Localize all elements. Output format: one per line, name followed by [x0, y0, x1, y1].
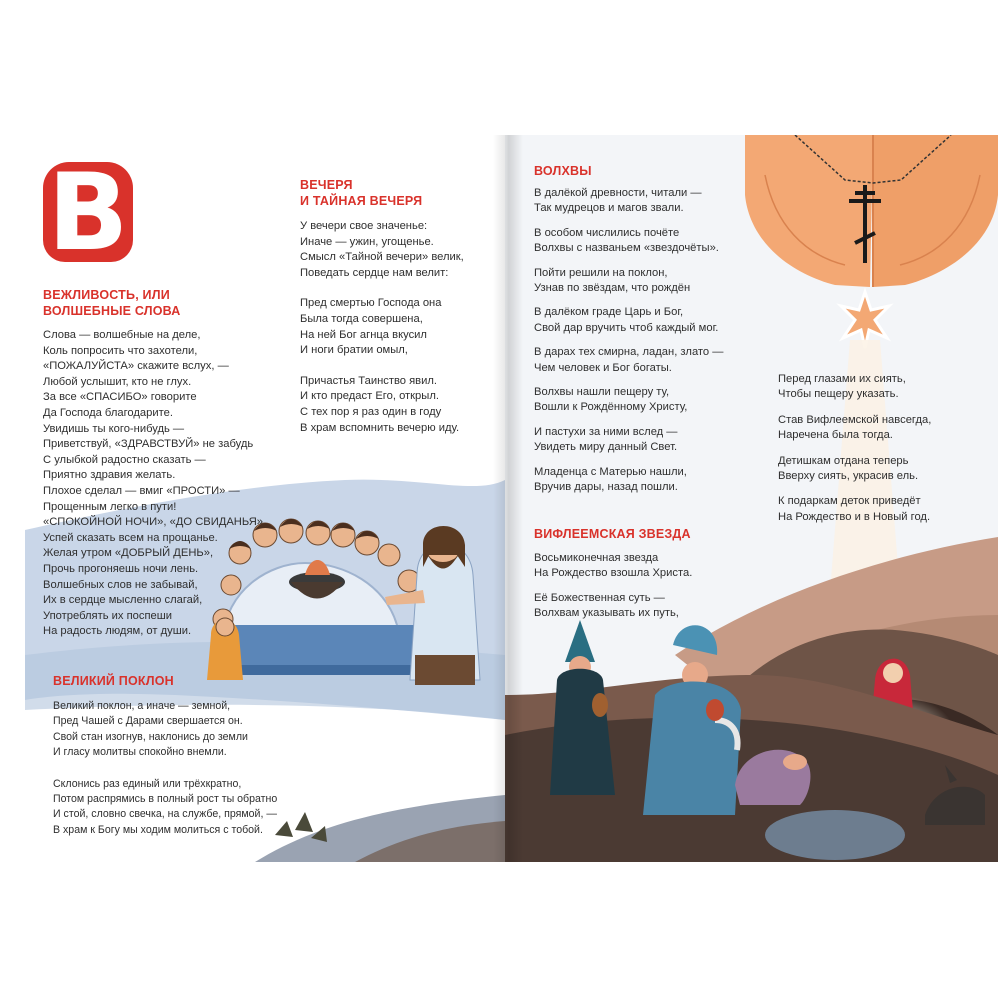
- verse-line: Слова — волшебные на деле,: [43, 329, 201, 341]
- verse-line: Вверху сиять, украсив ель.: [778, 470, 919, 483]
- magi-title: ВОЛХВЫ: [534, 164, 592, 178]
- verse-line: Причастья Таинство явил.: [300, 374, 438, 387]
- verse-line: Восьмиконечная звезда: [534, 552, 659, 564]
- book-gutter: [493, 135, 523, 862]
- verse-line: Узнав по звёздам, что рождён: [534, 282, 691, 295]
- verse-line: Волхвы нашли пещеру ту,: [534, 386, 670, 399]
- verse-line: «ПОЖАЛУЙСТА» скажите вслух, —: [43, 360, 229, 373]
- stanza: [534, 226, 723, 257]
- stanza: [534, 385, 723, 416]
- stanza: [534, 266, 723, 297]
- verse-line: И стой, словно свечка, на службе, прямой, —: [53, 808, 277, 821]
- verse-line: Смысл «Тайной вечери» велик,: [300, 251, 464, 264]
- politeness-poem: [43, 328, 263, 648]
- verse-line: Волхвы с названьем «звездочёты».: [534, 242, 719, 255]
- verse-line: Прощенным легко в пути!: [43, 500, 177, 513]
- verse-line: На Рождество и в Новый год.: [778, 510, 931, 523]
- verse-line: В далёком граде Царь и Бог,: [534, 306, 684, 319]
- verse-line: И пастухи за ними вслед —: [534, 425, 678, 438]
- stanza: [534, 345, 723, 376]
- verse-line: Волшебных слов не забывай,: [43, 578, 198, 591]
- verse-line: Желая утром «ДОБРЫЙ ДЕНЬ»,: [43, 547, 214, 560]
- star-poem: [534, 551, 692, 630]
- verse-line: Её Божественная суть —: [534, 591, 665, 604]
- verse-line: Пред смертью Господа она: [300, 297, 442, 310]
- verse-line: Да Господа благодарите.: [43, 406, 173, 419]
- star-poem-continuation: [778, 372, 931, 533]
- verse-line: Волхвам указывать их путь,: [534, 607, 679, 620]
- verse-line: Увидишь ты кого-нибудь —: [43, 422, 185, 435]
- verse-line: «СПОКОЙНОЙ НОЧИ», «ДО СВИДАНЬЯ»: [43, 516, 264, 529]
- verse-line: Коль попросить что захотели,: [43, 344, 198, 357]
- stanza: [534, 551, 692, 582]
- supper-title-line-1: ВЕЧЕРЯ: [300, 178, 353, 192]
- stanza: [300, 374, 464, 436]
- verse-line: С улыбкой радостно сказать —: [43, 453, 206, 466]
- bow-poem: [53, 699, 277, 846]
- verse-line: В особом числились почёте: [534, 226, 680, 239]
- verse-line: Чем человек и Бог богаты.: [534, 361, 672, 374]
- verse-line: Приятно здравия желать.: [43, 469, 176, 482]
- supper-poem: [300, 219, 464, 444]
- stanza: [53, 699, 277, 761]
- verse-line: За все «СПАСИБО» говорите: [43, 391, 197, 404]
- verse-line: Так мудрецов и магов звали.: [534, 202, 684, 215]
- stanza: [778, 372, 931, 403]
- verse-line: С тех пор я раз один в году: [300, 405, 442, 418]
- verse-line: На Рождество взошла Христа.: [534, 567, 693, 580]
- stanza: [534, 425, 723, 456]
- verse-line: На радость людям, от души.: [43, 625, 192, 638]
- star-title: ВИФЛЕЕМСКАЯ ЗВЕЗДА: [534, 527, 691, 541]
- verse-line: Потом распрямись в полный рост ты обратно: [53, 793, 278, 806]
- stanza: [300, 219, 464, 281]
- verse-line: Поведать сердце нам велит:: [300, 266, 449, 279]
- verse-line: Детишкам отдана теперь: [778, 454, 909, 467]
- verse-line: В храм вспомнить вечерю иду.: [300, 421, 460, 434]
- book-spread: [25, 135, 998, 862]
- verse-line: Наречена была тогда.: [778, 429, 893, 442]
- politeness-title-line-2: ВОЛШЕБНЫЕ СЛОВА: [43, 304, 181, 318]
- verse-line: Став Вифлеемской навсегда,: [778, 413, 932, 426]
- stanza: [534, 465, 723, 496]
- stanza: [534, 305, 723, 336]
- verse-line: Перед глазами их сиять,: [778, 373, 906, 385]
- verse-line: Приветствуй, «ЗДРАВСТВУЙ» не забудь: [43, 438, 254, 451]
- verse-line: И кто предаст Его, открыл.: [300, 390, 439, 403]
- verse-line: У вечери свое значенье:: [300, 220, 428, 232]
- supper-title: [300, 177, 422, 209]
- stanza: [534, 591, 692, 622]
- stanza: [53, 777, 277, 839]
- magi-poem: [534, 186, 723, 504]
- drop-letter: [43, 151, 133, 274]
- verse-line: Успей сказать всем на прощанье.: [43, 531, 218, 544]
- verse-line: В далёкой древности, читали —: [534, 187, 702, 199]
- verse-line: Плохое сделал — вмиг «ПРОСТИ» —: [43, 484, 240, 497]
- verse-line: На ней Бог агнца вкусил: [300, 328, 427, 341]
- verse-line: Великий поклон, а иначе — земной,: [53, 700, 231, 712]
- verse-line: Увидеть миру данный Свет.: [534, 441, 678, 454]
- verse-line: Прочь прогоняешь ночи лень.: [43, 562, 199, 575]
- bow-title: ВЕЛИКИЙ ПОКЛОН: [53, 674, 174, 688]
- verse-line: Свой стан изогнув, наклонись до земли: [53, 730, 248, 743]
- verse-line: И гласу молитвы спокойно внемли.: [53, 746, 227, 759]
- stanza: [778, 454, 931, 485]
- stanza: [778, 413, 931, 444]
- verse-line: Вручив дары, назад пошли.: [534, 481, 678, 494]
- verse-line: Пойти решили на поклон,: [534, 266, 668, 279]
- verse-line: Младенца с Матерью нашли,: [534, 465, 687, 478]
- right-page: [505, 135, 998, 862]
- verse-line: Склонись раз единый или трёхкратно,: [53, 777, 242, 790]
- left-page: [25, 135, 505, 862]
- verse-line: К подаркам деток приведёт: [778, 495, 921, 508]
- verse-line: Вошли к Рождённому Христу,: [534, 401, 688, 414]
- verse-line: Пред Чашей с Дарами свершается он.: [53, 715, 243, 728]
- verse-line: Чтобы пещеру указать.: [778, 388, 899, 401]
- verse-line: Любой услышит, кто не глух.: [43, 375, 192, 388]
- verse-line: Их в сердце мысленно слагай,: [43, 594, 203, 607]
- verse-line: И ноги братии омыл,: [300, 344, 408, 357]
- verse-line: Употреблять их поспеши: [43, 609, 172, 622]
- supper-title-line-2: И ТАЙНАЯ ВЕЧЕРЯ: [300, 194, 423, 208]
- stanza: [43, 328, 263, 640]
- verse-line: В дарах тех смирна, ладан, злато —: [534, 346, 724, 359]
- stanza: [778, 494, 931, 525]
- stanza: [534, 186, 723, 217]
- stanza: [300, 296, 464, 358]
- verse-line: Была тогда совершена,: [300, 312, 423, 325]
- drop-letter-glyph: В: [47, 151, 129, 274]
- verse-line: В храм к Богу мы ходим молиться с тобой.: [53, 823, 263, 836]
- politeness-title-line-1: ВЕЖЛИВОСТЬ, ИЛИ: [43, 288, 170, 302]
- politeness-title: [43, 287, 181, 319]
- verse-line: Иначе — ужин, угощенье.: [300, 235, 434, 248]
- verse-line: Свой дар вручить чтоб каждый мог.: [534, 321, 719, 334]
